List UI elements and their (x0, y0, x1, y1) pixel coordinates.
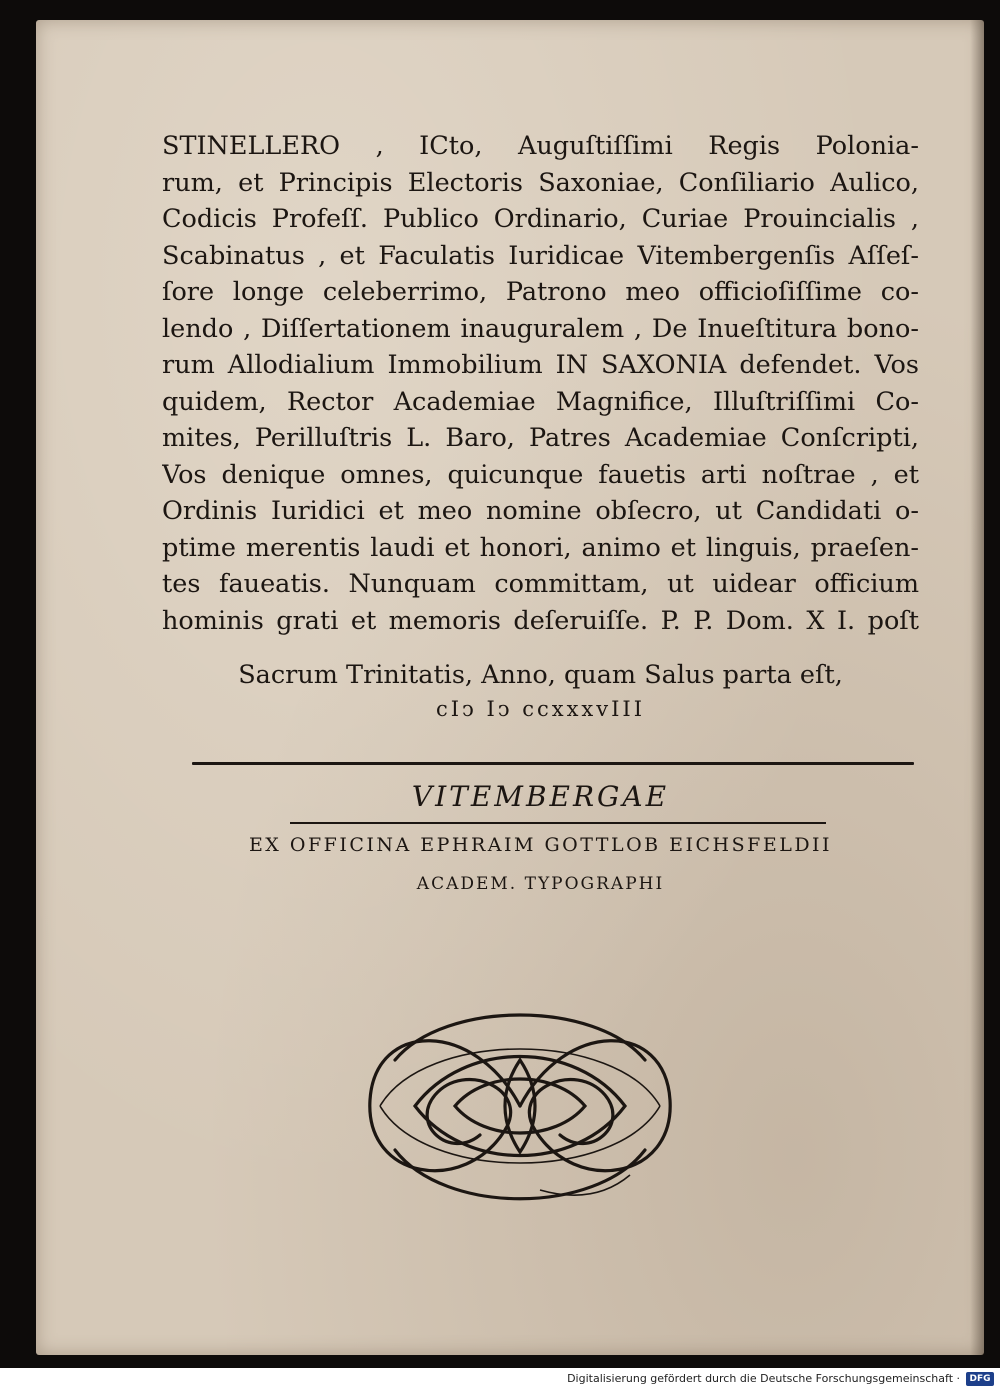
body-line: Ordinis Iuridici et meo nomine obſecro, ut Candidati o- (162, 496, 919, 526)
body-line: ptime merentis laudi et honori, animo et linguis, praeſen- (162, 532, 919, 563)
body-line: STINELLERO , ICto, Auguſtiſſimi Regis Polonia- (162, 131, 919, 161)
body-line: Scabinatus , et Faculatis Iuridicae Vitembergenſis Aſſeſ- (162, 240, 919, 271)
page-gutter-shadow (970, 20, 984, 1355)
body-line: lendo , Diſſertationem inauguralem , De Inueſtitura bono- (162, 313, 919, 344)
year-line: cIↄ Iↄ ccxxxvIII (435, 697, 646, 721)
body-line: Codicis Profeſſ. Publico Ordinario, Curiae Prouincialis , (162, 204, 919, 234)
funding-note: Digitalisierung gefördert durch die Deutsche Forschungsgemeinschaft · (567, 1372, 960, 1385)
imprint-printer: EX OFFICINA EPHRAIM GOTTLOB EICHSFELDII (248, 834, 833, 856)
dfg-logo: DFG (966, 1372, 994, 1386)
body-line: rum, et Principis Electoris Saxoniae, Conſiliario Aulico, (162, 167, 919, 198)
body-paragraph (162, 128, 919, 639)
body-line: ſore longe celeberrimo, Patrono meo officioſiſſime co- (162, 277, 919, 307)
divider-rule (192, 762, 914, 765)
calligraphic-flourish-icon (355, 1000, 685, 1212)
imprint-typographer: ACADEM. TYPOGRAPHI (416, 874, 665, 894)
imprint-city: VITEMBERGAE (411, 780, 670, 813)
body-line: Vos denique omnes, quicunque fauetis arti noſtrae , et (162, 459, 919, 490)
date-line: Sacrum Trinitatis, Anno, quam Salus parta eſt, (238, 660, 843, 690)
body-line: hominis grati et memoris deſeruiſſe. P. P. Dom. X I. poſt (162, 605, 919, 636)
digitization-footer (0, 1368, 1000, 1391)
body-line: tes faueatis. Nunquam committam, ut uidear officium (162, 569, 919, 599)
body-line: quidem, Rector Academiae Magnifice, Illuſtriſſimi Co- (162, 386, 919, 417)
divider-rule-short (290, 822, 826, 824)
body-line: mites, Perilluſtris L. Baro, Patres Academiae Conſcripti, (162, 423, 919, 453)
body-line: rum Allodialium Immobilium IN SAXONIA defendet. Vos (162, 350, 919, 380)
